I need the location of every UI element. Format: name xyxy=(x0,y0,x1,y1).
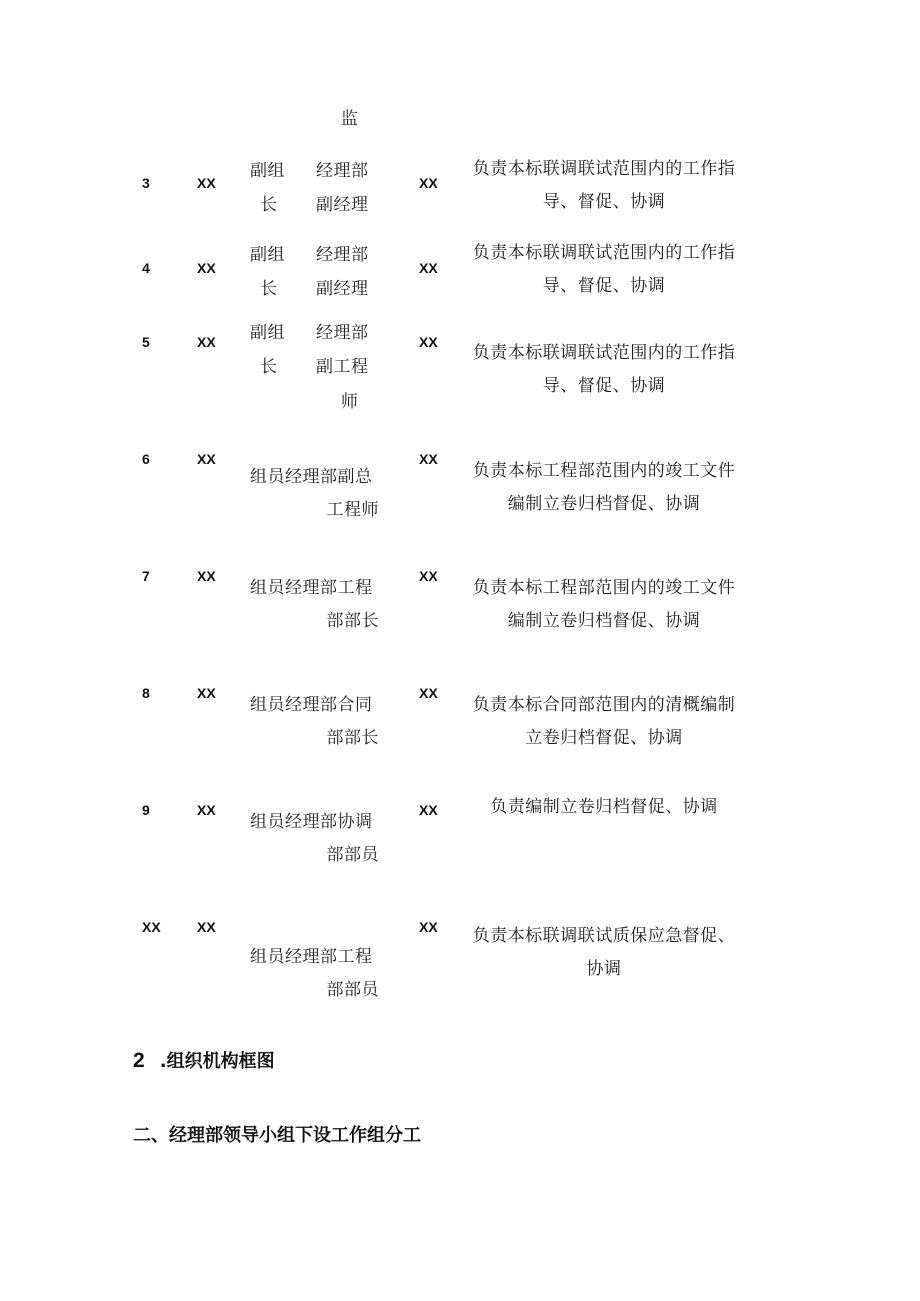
row-duty-line1: 负责本标联调联试范围内的工作指 xyxy=(472,343,736,363)
row-post-line2: 部部员 xyxy=(326,980,379,1000)
section-heading-org-chart xyxy=(133,1047,275,1073)
row-post-line2: 部部长 xyxy=(326,728,379,748)
row-duty-line1: 负责编制立卷归档督促、协调 xyxy=(490,797,718,817)
row-dept-line2: 副经理 xyxy=(316,195,369,215)
row-duty xyxy=(454,689,754,755)
row-number: 4 xyxy=(142,260,150,276)
row-role-line2: 长 xyxy=(260,279,278,299)
row-duty-line1: 负责本标合同部范围内的清概编制 xyxy=(472,695,736,715)
row-dept-line1: 经理部 xyxy=(316,245,369,265)
row-duty-line2: 协调 xyxy=(586,959,622,979)
row-post xyxy=(250,572,379,638)
row-contact: XX xyxy=(419,451,438,467)
row-name: XX xyxy=(197,334,216,350)
row-duty-line2: 编制立卷归档督促、协调 xyxy=(507,494,701,514)
row-role-line1: 副组 xyxy=(250,245,285,265)
row-number: 8 xyxy=(142,685,150,701)
row-role-line1: 副组 xyxy=(250,323,285,343)
row-number: 7 xyxy=(142,568,150,584)
row-contact: XX xyxy=(419,919,438,935)
row-duty xyxy=(454,920,754,986)
row-post-line2: 工程师 xyxy=(326,500,379,520)
row-duty-line2: 导、督促、协调 xyxy=(542,376,666,396)
row-dept-line1: 经理部 xyxy=(316,323,369,343)
row-number: 6 xyxy=(142,451,150,467)
row-name: XX xyxy=(197,451,216,467)
row-name: XX xyxy=(197,175,216,191)
row-name: XX xyxy=(197,568,216,584)
row-post xyxy=(250,689,379,755)
row-name: XX xyxy=(197,919,216,935)
row-duty xyxy=(454,791,754,824)
row-post-line1: 组员经理部工程 xyxy=(250,578,373,598)
row-duty xyxy=(454,337,754,403)
row-dept-line2: 副经理 xyxy=(316,279,369,299)
row-contact: XX xyxy=(419,685,438,701)
row-duty-line1: 负责本标联调联试质保应急督促、 xyxy=(472,926,736,946)
row-post-line1: 组员经理部协调 xyxy=(250,812,373,832)
row-dept-line1: 经理部 xyxy=(316,161,369,181)
section-number: 2 xyxy=(133,1049,145,1072)
row-dept-line2: 副工程 xyxy=(316,357,369,377)
row-name: XX xyxy=(197,685,216,701)
row-duty-line2: 编制立卷归档督促、协调 xyxy=(507,611,701,631)
dept-fragment: 监 xyxy=(341,109,359,129)
row-number: XX xyxy=(142,919,161,935)
row-role-line1: 副组 xyxy=(250,161,285,181)
row-post-line1: 组员经理部合同 xyxy=(250,695,373,715)
row-contact: XX xyxy=(419,568,438,584)
row-name: XX xyxy=(197,802,216,818)
row-duty xyxy=(454,237,754,303)
row-post-line2: 部部员 xyxy=(326,845,379,865)
row-duty xyxy=(454,572,754,638)
row-duty-line1: 负责本标联调联试范围内的工作指 xyxy=(472,243,736,263)
row-duty-line1: 负责本标联调联试范围内的工作指 xyxy=(472,159,736,179)
section-heading-work-groups: 二、经理部领导小组下设工作组分工 xyxy=(133,1125,421,1146)
row-duty-line1: 负责本标工程部范围内的竣工文件 xyxy=(472,461,736,481)
row-post xyxy=(250,461,379,527)
row-duty-line2: 导、督促、协调 xyxy=(542,192,666,212)
row-role-line2: 长 xyxy=(260,357,278,377)
row-post-line1: 组员经理部副总 xyxy=(250,467,373,487)
row-duty xyxy=(454,153,754,219)
row-post xyxy=(250,806,379,872)
row-number: 9 xyxy=(142,802,150,818)
row-contact: XX xyxy=(419,260,438,276)
row-role-line2: 长 xyxy=(260,195,278,215)
row-post xyxy=(250,941,379,1007)
row-duty-line2: 立卷归档督促、协调 xyxy=(525,728,683,748)
row-duty-line2: 导、督促、协调 xyxy=(542,276,666,296)
row-contact: XX xyxy=(419,802,438,818)
row-dept-line3: 师 xyxy=(341,392,359,412)
row-contact: XX xyxy=(419,175,438,191)
row-name: XX xyxy=(197,260,216,276)
row-contact: XX xyxy=(419,334,438,350)
row-duty xyxy=(454,455,754,521)
row-number: 3 xyxy=(142,175,150,191)
row-duty-line1: 负责本标工程部范围内的竣工文件 xyxy=(472,578,736,598)
section-title: .组织机构框图 xyxy=(159,1051,275,1072)
row-number: 5 xyxy=(142,334,150,350)
row-post-line1: 组员经理部工程 xyxy=(250,947,373,967)
row-post-line2: 部部长 xyxy=(326,611,379,631)
